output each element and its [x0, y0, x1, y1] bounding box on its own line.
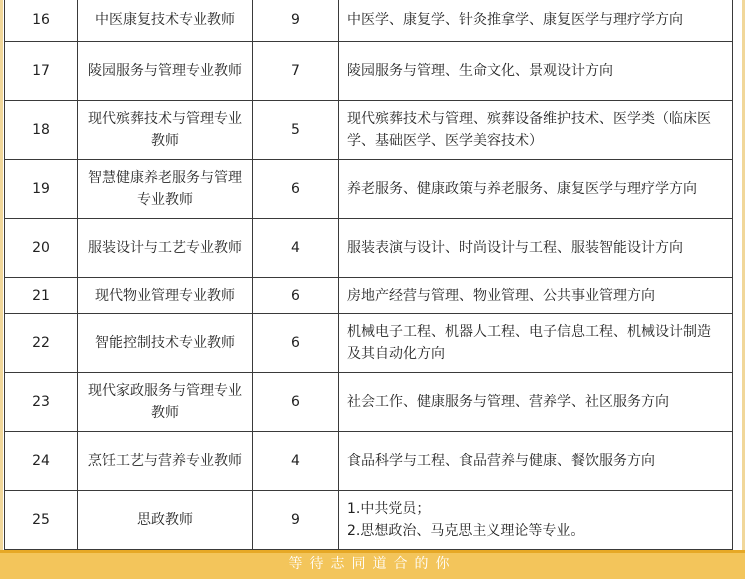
headcount: 6: [253, 160, 339, 219]
row-number: 20: [5, 219, 78, 278]
requirement: 机械电子工程、机器人工程、电子信息工程、机械设计制造及其自动化方向: [339, 314, 733, 373]
position-name: 智能控制技术专业教师: [78, 314, 253, 373]
row-number: 24: [5, 432, 78, 491]
row-number: 22: [5, 314, 78, 373]
row-number: 19: [5, 160, 78, 219]
headcount: 4: [253, 432, 339, 491]
row-number: 18: [5, 101, 78, 160]
table-row: [5, 0, 733, 42]
requirement-line: 2.思想政治、马克思主义理论等专业。: [347, 523, 585, 539]
table-row: [5, 219, 733, 278]
position-name: 思政教师: [78, 491, 253, 550]
row-number: 25: [5, 491, 78, 550]
headcount: 4: [253, 219, 339, 278]
headcount: 9: [253, 491, 339, 550]
requirement: 社会工作、健康服务与管理、营养学、社区服务方向: [339, 373, 733, 432]
requirement: 房地产经营与管理、物业管理、公共事业管理方向: [339, 278, 733, 314]
requirement: 服装表演与设计、时尚设计与工程、服装智能设计方向: [339, 219, 733, 278]
headcount: 6: [253, 373, 339, 432]
headcount: 5: [253, 101, 339, 160]
position-name: 现代物业管理专业教师: [78, 278, 253, 314]
position-name: 现代家政服务与管理专业教师: [78, 373, 253, 432]
row-number: 21: [5, 278, 78, 314]
position-name: 智慧健康养老服务与管理专业教师: [78, 160, 253, 219]
requirement: 养老服务、健康政策与养老服务、康复医学与理疗学方向: [339, 160, 733, 219]
recruitment-table: [4, 0, 733, 550]
position-name: 烹饪工艺与营养专业教师: [78, 432, 253, 491]
position-name: 服装设计与工艺专业教师: [78, 219, 253, 278]
table-row: [5, 432, 733, 491]
table-row: [5, 314, 733, 373]
table-row: [5, 160, 733, 219]
requirement: 食品科学与工程、食品营养与健康、餐饮服务方向: [339, 432, 733, 491]
row-number: 17: [5, 42, 78, 101]
table-row: [5, 373, 733, 432]
requirement-line: 1.中共党员；: [347, 501, 431, 517]
requirement: 现代殡葬技术与管理、殡葬设备维护技术、医学类（临床医学、基础医学、医学美容技术）: [339, 101, 733, 160]
table-row: [5, 491, 733, 550]
row-number: 23: [5, 373, 78, 432]
position-name: 现代殡葬技术与管理专业教师: [78, 101, 253, 160]
table-row: [5, 278, 733, 314]
table-row: [5, 42, 733, 101]
position-name: 陵园服务与管理专业教师: [78, 42, 253, 101]
headcount: 7: [253, 42, 339, 101]
requirement: 中医学、康复学、针灸推拿学、康复医学与理疗学方向: [339, 0, 733, 42]
footer-slogan: 等待志同道合的你: [288, 556, 457, 572]
headcount: 6: [253, 314, 339, 373]
requirement: [339, 491, 733, 550]
position-name: 中医康复技术专业教师: [78, 0, 253, 42]
footer-banner: [0, 550, 745, 579]
headcount: 6: [253, 278, 339, 314]
headcount: 9: [253, 0, 339, 42]
row-number: 16: [5, 0, 78, 42]
table-row: [5, 101, 733, 160]
requirement: 陵园服务与管理、生命文化、景观设计方向: [339, 42, 733, 101]
